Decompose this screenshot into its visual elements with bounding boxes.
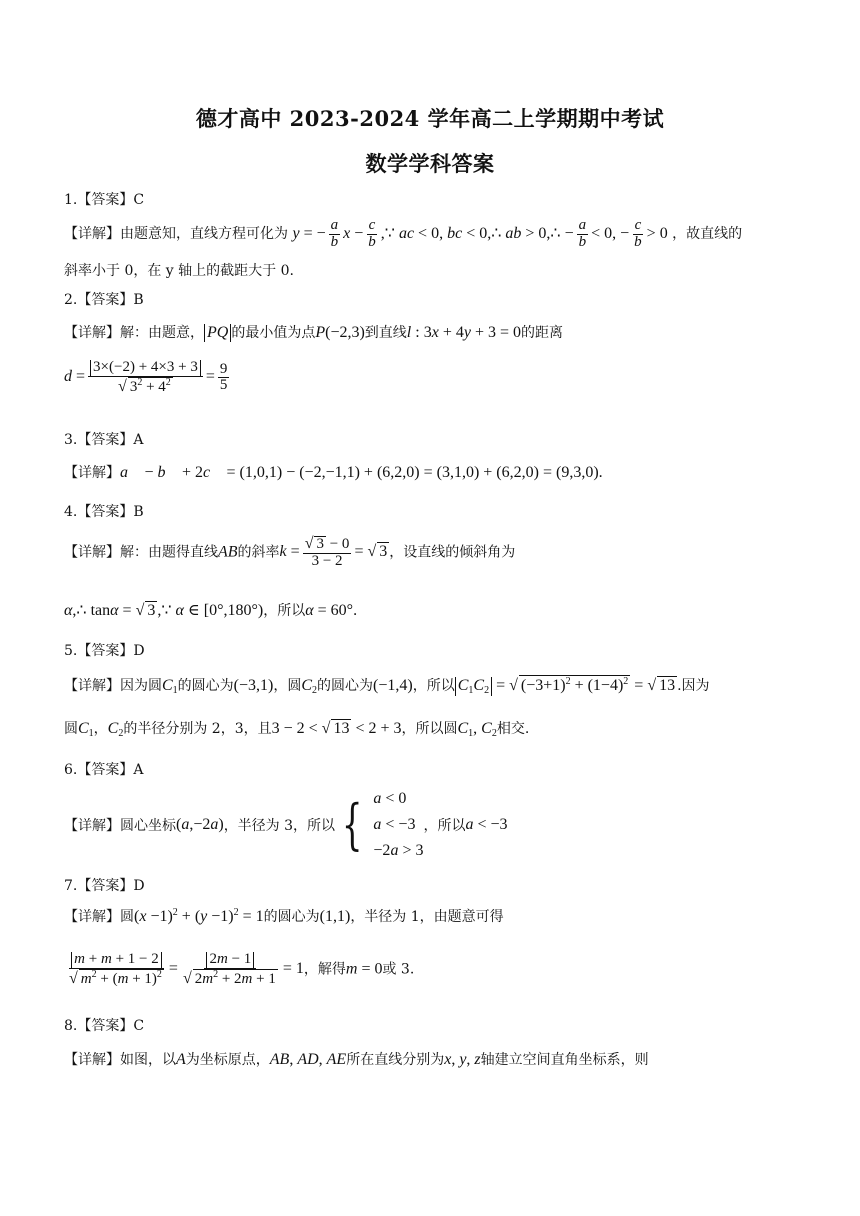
answer-4: 4.【答案】B bbox=[64, 504, 144, 520]
detail-1 bbox=[64, 218, 742, 251]
detail-4-mid1: 的斜率 bbox=[237, 544, 280, 561]
detail-4-line2-suffix: ，所以 bbox=[263, 603, 306, 619]
detail-2-text: 【详解】解：由题意， bbox=[64, 325, 204, 341]
detail-5-suffix: .因为 bbox=[677, 678, 710, 694]
detail-5-mid1: 的圆心为 bbox=[177, 678, 234, 694]
case-system: { a < 0 a < −3 −2a > 3 bbox=[341, 790, 424, 859]
detail-8: 【详解】如图，以A为坐标原点，AB, AD, AE所在直线分别为x, y, z轴建立空间直角坐标系，则 bbox=[64, 1051, 649, 1068]
answer-1: 1.【答案】C bbox=[64, 192, 145, 208]
detail-5-mid4: ，所以 bbox=[412, 678, 455, 694]
point-p: P(−2,3) bbox=[315, 324, 365, 341]
detail-3-text: 【详解】 bbox=[64, 465, 120, 481]
distance-formula: d = $\frac{3\times(-2) + 4\times 3 + 3}{√ 3^2 + 4^2}$ = $\frac{9}{5}$ bbox=[64, 359, 228, 395]
answer-6: 6.【答案】A bbox=[64, 762, 144, 778]
detail-5: 【详解】因为圆$C_1$的圆心为(−3,1)，圆$C_2$的圆心为(−1,4)，所以 $C_1C_2$ = √ $(-3+1)^2 + (1-4)^2$ = √ 13 .因为 bbox=[64, 676, 710, 696]
detail-4-text: 【详解】解：由题得直线 bbox=[64, 544, 218, 561]
answer-7: 7.【答案】D bbox=[64, 878, 145, 894]
slope-formula: k = $\frac{√ 3 - 0}{3 - 2}$ = √ 3 bbox=[279, 535, 388, 569]
detail-6: 【详解】圆心坐标(a,−2a)，半径为 3，所以 { a < 0 a < −3 −2a > 3 ，所以a < −3 bbox=[64, 786, 508, 864]
detail-7: 【详解】圆$(x -1)^2 + (y -1)^2 = 1$的圆心为(1,1)，半径为 1，由题意可得 bbox=[64, 907, 504, 925]
detail-5-line2: 圆$C_1$，$C_2$的半径分别为 2，3，且3 − 2 < √ 13 < 2 + 3，所以圆$C_1$, $C_2$相交. bbox=[64, 720, 530, 739]
detail-2-suffix: 的距离 bbox=[521, 325, 563, 341]
detail-4-line2: α,∴ tanα = √ 3 ,∵ α ∈ [0°,180°)，所以α = 60°. bbox=[64, 602, 358, 619]
answer-5: 5.【答案】D bbox=[64, 643, 145, 659]
detail-2-mid2: 到直线 bbox=[364, 325, 407, 341]
detail-5-text: 【详解】因为圆 bbox=[64, 678, 162, 694]
detail-2 bbox=[64, 322, 563, 342]
detail-5-mid2: ，圆 bbox=[273, 678, 302, 694]
detail-5-mid3: 的圆心为 bbox=[317, 678, 374, 694]
detail-1-suffix: ，故直线的 bbox=[672, 225, 743, 242]
center-distance: $C_1C_2$ = √ $(-3+1)^2 + (1-4)^2$ = √ 13 bbox=[455, 677, 677, 694]
answer-8: 8.【答案】C bbox=[64, 1018, 145, 1034]
pq-abs: PQ bbox=[204, 324, 231, 342]
detail-1-text: 【详解】由题意知，直线方程可化为 bbox=[64, 225, 288, 242]
answer-2: 2.【答案】B bbox=[64, 292, 144, 308]
detail-7-line2: $\frac{m + m + 1 - 2}{√ m^2 + (m + 1)^2}$ = $\frac{2m - 1}{√ 2m^2 + 2m + 1}$ = 1，解得m = 0或 3. bbox=[69, 951, 415, 987]
detail-3 bbox=[64, 462, 603, 482]
detail-2-mid1: 的最小值为点 bbox=[231, 325, 316, 341]
detail-1-line2: 斜率小于 0，在 y 轴上的截距大于 0. bbox=[64, 263, 294, 279]
vector-equation: a⃗ − b⃗ + 2c⃗ = (1,0,1) − (−2,−1,1) + (6,2,0) = (3,1,0) + (6,2,0) = (9,3,0). bbox=[120, 464, 603, 481]
line-l: l : 3x + 4y + 3 = 0 bbox=[406, 324, 521, 341]
page-title: 德才高中 2023-2024 学年高二上学期期中考试 bbox=[195, 106, 665, 131]
detail-4: 【详解】解：由题得直线AB的斜率k = $\frac{√ 3 - 0}{3 - 2}$ = √ 3 ，设直线的倾斜角为 bbox=[64, 535, 516, 569]
page-subtitle: 数学学科答案 bbox=[365, 151, 495, 176]
detail-4-suffix: ，设直线的倾斜角为 bbox=[389, 544, 516, 561]
answer-3: 3.【答案】A bbox=[64, 432, 144, 448]
equation-1: y = − $\frac{a}{b}$ x − $\frac{c}{b}$ ,∵ ac < 0, bc < 0,∴ ab > 0,∴ − $\frac{a}{b}$ < 0, − $\frac{c}{b}$ > 0 bbox=[292, 217, 668, 250]
